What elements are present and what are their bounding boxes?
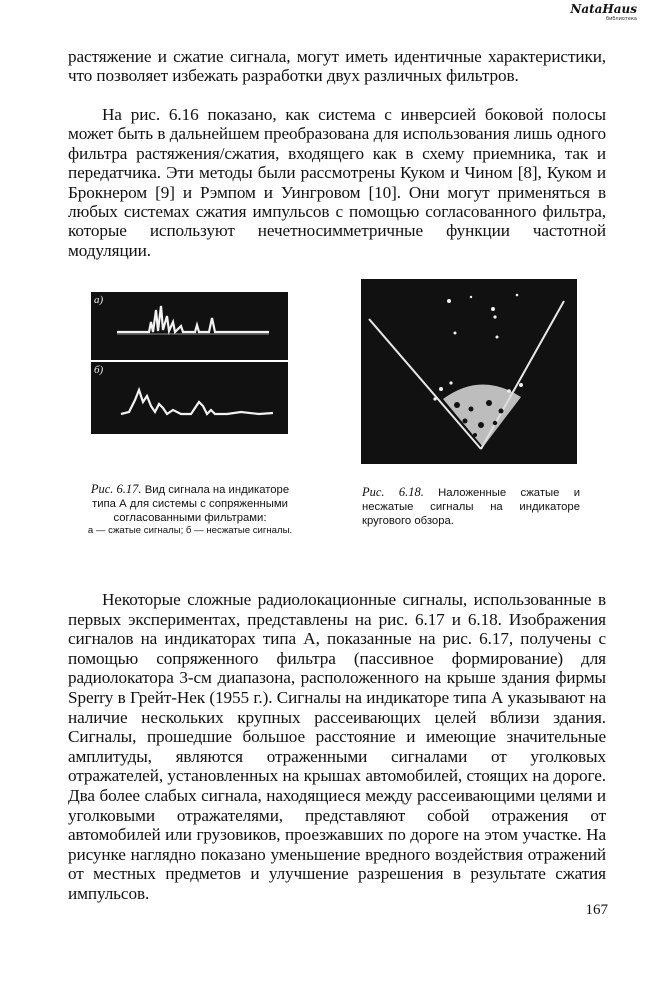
caption-text: Вид сигнала на индикаторе типа А для системы с сопряженными согласованными фильтрами:: [92, 484, 290, 524]
figure-6-17-caption: [87, 483, 293, 537]
compressed-signal-trace: [91, 292, 288, 360]
panel-b-label: б): [94, 364, 104, 376]
watermark-brand: NataHaus: [570, 2, 637, 16]
caption-text: Наложенные сжатые и несжатые сигналы на индикаторе кругового обзора.: [362, 487, 581, 527]
figure-6-18-ppi-display: [361, 279, 577, 464]
paragraph-sideband-inversion: На рис. 6.16 показано, как система с инверсией боковой полосы может быть в дальнейшем преобразована для использования лишь одного фильтра растяжения/сжатия, входящего как в схему приемника, так и передатчика. Эти методы были рассмотрены Куком и Чином [8], Куком и Брокнером [9] и Рэмпом и Уингровом [10]. Они могут применяться в любых системах сжатия импульсов с помощью согласованного фильтра, которые используют нечетносимметричные функции частотной модуляции.: [68, 105, 606, 260]
uncompressed-signal-trace: [91, 362, 288, 434]
page-number: 167: [585, 902, 608, 918]
ppi-sector-scan: [361, 279, 577, 464]
watermark-tagline: библиотека: [606, 16, 637, 22]
paragraph-continuation: растяжение и сжатие сигнала, могут иметь идентичные характеристики, что позволяет избежать разработки двух различных фильтров.: [68, 47, 606, 86]
caption-figure-number: Рис. 6.17.: [90, 482, 142, 496]
panel-a-label: а): [94, 294, 104, 306]
figure-6-17-panel-b: [91, 362, 288, 434]
paragraph-radar-experiments: Некоторые сложные радиолокационные сигналы, использованные в первых экспериментах, представлены на рис. 6.17 и 6.18. Изображения сигналов на индикаторах типа А, показанные на рис. 6.17, получены с помощью сопряженного фильтра (пассивное формирование) для радиолокатора 3-см диапазона, расположенного на крыше здания фирмы Sperry в Грейт-Нек (1955 г.). Сигналы на индикаторе типа А указывают на наличие нескольких крупных рассеивающих целей вблизи здания. Сигналы, прошедшие большое расстояние и имеющие значительные амплитуды, являются отраженными сигналами от уголковых отражателей, установленных на крышах автомобилей, стоящих на дороге. Два более слабых сигнала, находящиеся между рассеивающими целями и уголковыми отражателями, представляют собой отражения от автомобилей или грузовиков, проезжавших по дороге на этом участке. На рисунке наглядно показано уменьшение вредного воздействия отражений от местных предметов и улучшение разрешения в результате сжатия импульсов.: [68, 590, 606, 903]
watermark-logo: [567, 3, 637, 23]
caption-legend: а — сжатые сигналы; б — несжатые сигналы.: [87, 525, 293, 537]
figure-6-18-caption: [362, 486, 580, 528]
figure-6-17-panel-a: [91, 292, 288, 360]
caption-figure-number: Рис. 6.18.: [362, 485, 424, 499]
